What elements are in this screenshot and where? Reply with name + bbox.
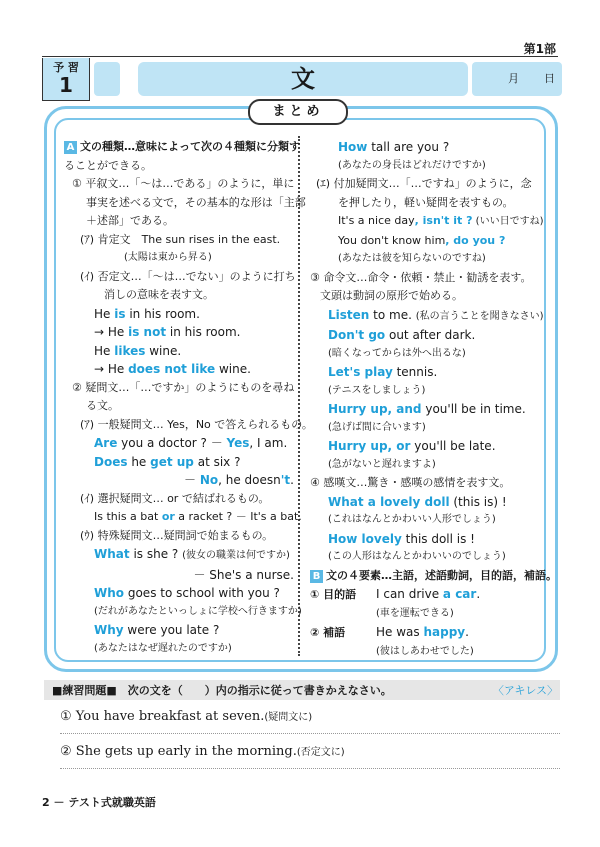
alternative-question-heading: (ｲ) 選択疑問文… or で結ばれるもの。: [80, 491, 270, 505]
example-row: Listen to me. (私の言うことを聞きなさい): [328, 307, 544, 322]
exercise-title: ■練習問題■ 次の文を（ ）内の指示に従って書きかえなさい。: [52, 684, 392, 697]
example-translation: (車を運転できる): [376, 607, 454, 619]
section-b-tag: B: [310, 570, 323, 583]
negative-line1: (ｲ) 否定文…「～は…でない」のように打ち: [80, 269, 296, 283]
example-translation: (彼はしあわせでした): [376, 645, 474, 657]
declarative-line2: 事実を述べる文で，その基本的な形は「主部: [86, 195, 306, 209]
section-a-tag: A: [64, 141, 77, 154]
affirmative-heading: (ｱ) 肯定文 The sun rises in the east.: [80, 232, 281, 246]
interrogative-line2: る文。: [86, 399, 119, 412]
page-title: 文: [138, 62, 468, 96]
lesson-label: 予 習: [53, 61, 79, 74]
header-rule: [42, 56, 558, 57]
example-row: Why were you late ?: [94, 623, 220, 637]
example-translation: (テニスをしましょう): [328, 384, 426, 396]
example-row: － No, he doesn't.: [183, 473, 294, 487]
example-row: You don't know him, do you ?: [338, 233, 506, 247]
example-row: ① 目的語 I can drive a car.: [310, 587, 481, 601]
lesson-tab: [42, 58, 90, 101]
section-a-line2: ることができる。: [64, 158, 152, 172]
title-side-tab: [94, 62, 120, 96]
example-row: Hurry up, and you'll be in time.: [328, 402, 526, 416]
example-row: Don't go out after dark.: [328, 328, 476, 342]
answer-line-2[interactable]: [60, 768, 560, 769]
example-row: ② 補語 He was happy.: [310, 625, 469, 639]
imperative-line2: 文頭は動詞の原形で始める。: [320, 289, 463, 302]
example-translation: (この人形はなんとかわいいのでしょう): [328, 551, 506, 562]
example-translation: (あなたの身長はどれだけですか): [338, 159, 486, 171]
summary-right-column: [310, 138, 557, 661]
affirmative-translation: (太陽は東から昇る): [124, 252, 212, 263]
example-row: How tall are you ?: [338, 140, 450, 154]
exclamatory-heading: ④ 感嘆文…驚き・感嘆の感情を表す文。: [310, 476, 511, 489]
example-row: Who goes to school with you ?: [94, 586, 280, 600]
imperative-line1: ③ 命令文…命令・依頼・禁止・勧誘を表す。: [310, 270, 532, 284]
example-row: Let's play tennis.: [328, 365, 438, 379]
example-row: → He does not like wine.: [94, 362, 251, 376]
declarative-line3: ＋述部」である。: [86, 214, 174, 227]
summary-left-column: [64, 138, 313, 658]
example-row: He likes wine.: [94, 343, 182, 358]
interrogative-line1: ② 疑問文…「…ですか」のようにものを尋ね: [72, 380, 295, 394]
example-translation: (急げば間に合います): [328, 421, 426, 433]
declarative-line1: ① 平叙文…「～は…である」のように，単に: [72, 177, 295, 190]
wh-question-heading: (ｳ) 特殊疑問文…疑問詞で始まるもの。: [80, 528, 274, 542]
example-translation: (急がないと遅れますよ): [328, 458, 436, 470]
example-translation: (だれがあなたといっしょに学校へ行きますか): [94, 605, 302, 617]
month-label: 月: [508, 72, 519, 85]
general-question-heading: (ｱ) 一般疑問文… Yes，No で答えられるもの。: [80, 417, 313, 431]
example-row: What a lovely doll (this is) !: [328, 494, 507, 509]
example-row: He is in his room.: [94, 306, 200, 321]
date-box: [472, 62, 562, 96]
example-translation: (暗くなってからは外へ出るな): [328, 347, 466, 359]
summary-badge: まとめ: [248, 99, 348, 125]
negative-line2: 消しの意味を表す文。: [104, 288, 214, 301]
example-row: Hurry up, or you'll be late.: [328, 439, 496, 453]
exercise-hint: 〈アキレス〉: [492, 684, 558, 697]
exercise-question-2: ② She gets up early in the morning.(否定文に): [60, 744, 345, 759]
tag-question-line1: (ｴ) 付加疑問文…「…ですね」のように，念: [316, 177, 532, 190]
example-translation: (これはなんとかわいい人形でしょう): [328, 514, 496, 525]
section-b-heading: B 文の４要素…主語，述語動詞，目的語，補語。: [310, 567, 546, 586]
column-divider: [298, 136, 300, 656]
section-a-line1: A 文の種類…意味によって次の４種類に分類す: [64, 138, 294, 157]
answer-line-1[interactable]: [60, 733, 560, 734]
example-row: Are you a doctor ? － Yes, I am.: [94, 436, 288, 450]
example-row: How lovely this doll is !: [328, 531, 475, 546]
example-row: It's a nice day, isn't it ? (いい日ですね): [338, 214, 544, 227]
example-translation: (あなたは彼を知らないのですね): [338, 253, 486, 264]
example-row: What is she ? (彼女の職業は何ですか): [94, 547, 290, 561]
exercise-question-1: ① You have breakfast at seven.(疑問文に): [60, 709, 313, 724]
page-footer: 2 － テスト式就職英語: [42, 796, 156, 809]
tag-question-line2: を押したり，軽い疑問を表すもの。: [338, 195, 514, 209]
example-translation: (あなたはなぜ遅れたのですか): [94, 642, 232, 654]
lesson-number: 1: [59, 73, 73, 97]
example-row: Does he get up at six ?: [94, 454, 241, 469]
example-row: － She's a nurse.: [193, 567, 294, 582]
example-row: Is this a bat or a racket ? － It's a bat.: [94, 510, 302, 523]
example-row: → He is not in his room.: [94, 325, 241, 339]
day-label: 日: [544, 72, 555, 85]
part-label: 第1部: [523, 42, 556, 56]
